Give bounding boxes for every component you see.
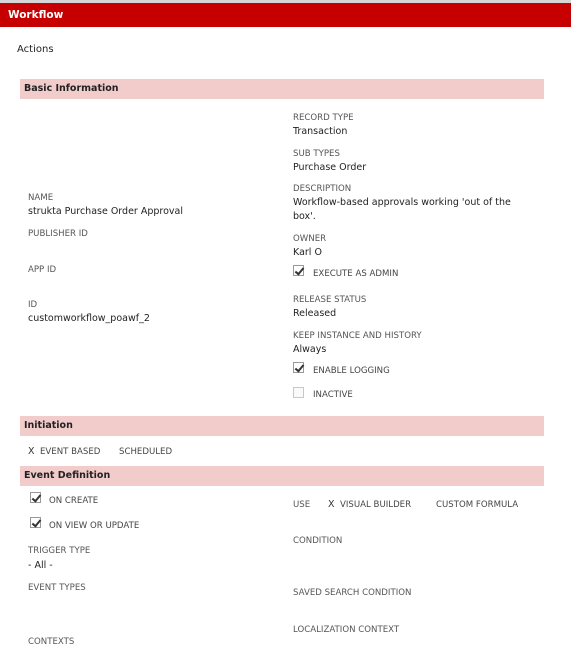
inactive-label: INACTIVE [313,390,353,400]
window-title: Workflow [8,9,64,21]
contexts-label: CONTEXTS [28,637,75,647]
publisher-id-label: PUBLISHER ID [28,229,88,239]
description-value: Workflow-based approvals working 'out of the box'. [293,197,511,222]
on-create-checkbox[interactable] [30,492,41,503]
description-label: DESCRIPTION [293,184,352,194]
release-status-label: RELEASE STATUS [293,295,367,305]
id-value: customworkflow_poawf_2 [28,313,150,324]
scheduled-option[interactable]: SCHEDULED [119,447,173,457]
saved-search-condition-label: SAVED SEARCH CONDITION [293,588,412,598]
custom-formula-option[interactable]: CUSTOM FORMULA [436,500,519,510]
keep-instance-label: KEEP INSTANCE AND HISTORY [293,331,422,341]
on-view-update-checkbox[interactable] [30,517,41,528]
owner-label: OWNER [293,234,327,244]
trigger-type-label: TRIGGER TYPE [28,546,91,556]
sub-types-value: Purchase Order [293,162,367,173]
owner-value: Karl O [293,247,322,258]
actions-menu[interactable]: Actions [17,44,54,55]
app-id-label: APP ID [28,265,57,275]
on-view-update-label: ON VIEW OR UPDATE [49,521,140,531]
sub-types-label: SUB TYPES [293,149,340,159]
visual-builder-marker: X [328,499,335,510]
section-initiation[interactable]: Initiation [20,416,544,436]
window-title-bar [0,3,571,27]
enable-logging-checkbox[interactable] [293,362,304,373]
visual-builder-option[interactable]: VISUAL BUILDER [340,500,412,510]
trigger-type-value[interactable]: - All - [28,560,53,571]
release-status-value: Released [293,308,337,319]
record-type-value: Transaction [293,126,348,137]
condition-label: CONDITION [293,536,343,546]
event-based-option[interactable]: EVENT BASED [40,447,101,457]
use-label: USE [293,500,311,510]
section-basic-information[interactable]: Basic Information [20,79,544,99]
event-based-marker: X [28,446,35,457]
name-value: strukta Purchase Order Approval [28,206,183,217]
on-create-label: ON CREATE [49,496,99,506]
enable-logging-label: ENABLE LOGGING [313,366,390,376]
event-types-label: EVENT TYPES [28,583,86,593]
localization-context-label: LOCALIZATION CONTEXT [293,625,400,635]
inactive-checkbox[interactable] [293,387,304,398]
name-label: NAME [28,193,54,203]
execute-as-admin-label: EXECUTE AS ADMIN [313,269,399,279]
record-type-label: RECORD TYPE [293,113,354,123]
id-label: ID [28,300,38,310]
section-event-definition[interactable]: Event Definition [20,466,544,486]
execute-as-admin-checkbox[interactable] [293,265,304,276]
keep-instance-value: Always [293,344,327,355]
